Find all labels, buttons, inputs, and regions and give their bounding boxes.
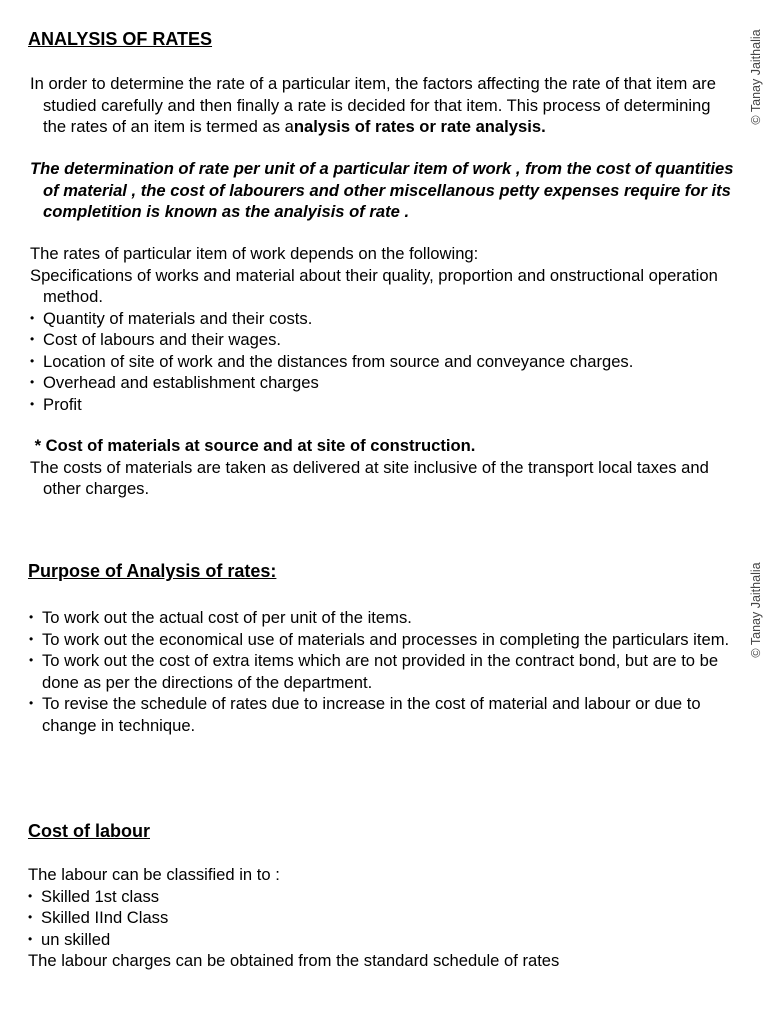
factors-list	[30, 308, 735, 416]
list-item: • To work out the economical use of materials and processes in completing the particulars item.	[29, 629, 734, 651]
labour-list	[28, 886, 733, 951]
list-item: • Cost of labours and their wages.	[30, 329, 735, 351]
materials-text: The costs of materials are taken as delivered at site inclusive of the transport local taxes and other charges.	[30, 457, 709, 498]
list-item: • To work out the cost of extra items which are not provided in the contract bond, but are to be done as per the directions of the department.	[29, 650, 734, 693]
list-item: • To work out the actual cost of per unit of the items.	[29, 607, 734, 629]
specifications-text: Specifications of works and material about their quality, proportion and onstructional operation method.	[30, 265, 718, 306]
depends-intro: The rates of particular item of work depends on the following:	[30, 244, 479, 263]
list-item: • Quantity of materials and their costs.	[30, 308, 735, 330]
definition-paragraph	[30, 158, 735, 223]
list-item: • Skilled IInd Class	[28, 907, 733, 929]
list-item: • Overhead and establishment charges	[30, 372, 735, 394]
intro-bold-text: nalysis of rates or rate analysis.	[293, 117, 546, 136]
section-heading-cost-of-labour: Cost of labour	[28, 821, 150, 841]
list-item: • un skilled	[28, 929, 733, 951]
labour-outro: The labour charges can be obtained from the standard schedule of rates	[28, 951, 560, 970]
purpose-list	[29, 607, 734, 736]
list-item: • Location of site of work and the distances from source and conveyance charges.	[30, 351, 735, 373]
list-item: • To revise the schedule of rates due to increase in the cost of material and labour or due to change in technique.	[29, 693, 734, 736]
materials-heading: * Cost of materials at source and at site of construction.	[30, 436, 476, 455]
watermark-middle: © Tanay Jaithalia	[749, 562, 763, 658]
list-item: • Profit	[30, 394, 735, 416]
labour-intro: The labour can be classified in to :	[28, 865, 280, 884]
materials-block	[30, 435, 735, 500]
watermark-top: © Tanay Jaithalia	[749, 29, 763, 125]
section-heading-analysis-of-rates: ANALYSIS OF RATES	[28, 29, 213, 49]
definition-text: The determination of rate per unit of a particular item of work , from the cost of quantities of material , the cost of labourers and other miscellanous petty expenses require for its completition is known as the analyisis of rate .	[30, 159, 734, 221]
intro-text: In order to determine the rate of a particular item, the factors affecting the rate of that item are studied carefully and then finally a rate is decided for that item. This process of determining the rates of an item is termed as a	[30, 74, 716, 136]
list-item: • Skilled 1st class	[28, 886, 733, 908]
intro-paragraph	[30, 73, 735, 138]
section-heading-purpose: Purpose of Analysis of rates:	[28, 561, 277, 581]
purpose-block	[29, 607, 734, 736]
factors-block	[30, 243, 735, 415]
labour-block	[28, 864, 733, 972]
